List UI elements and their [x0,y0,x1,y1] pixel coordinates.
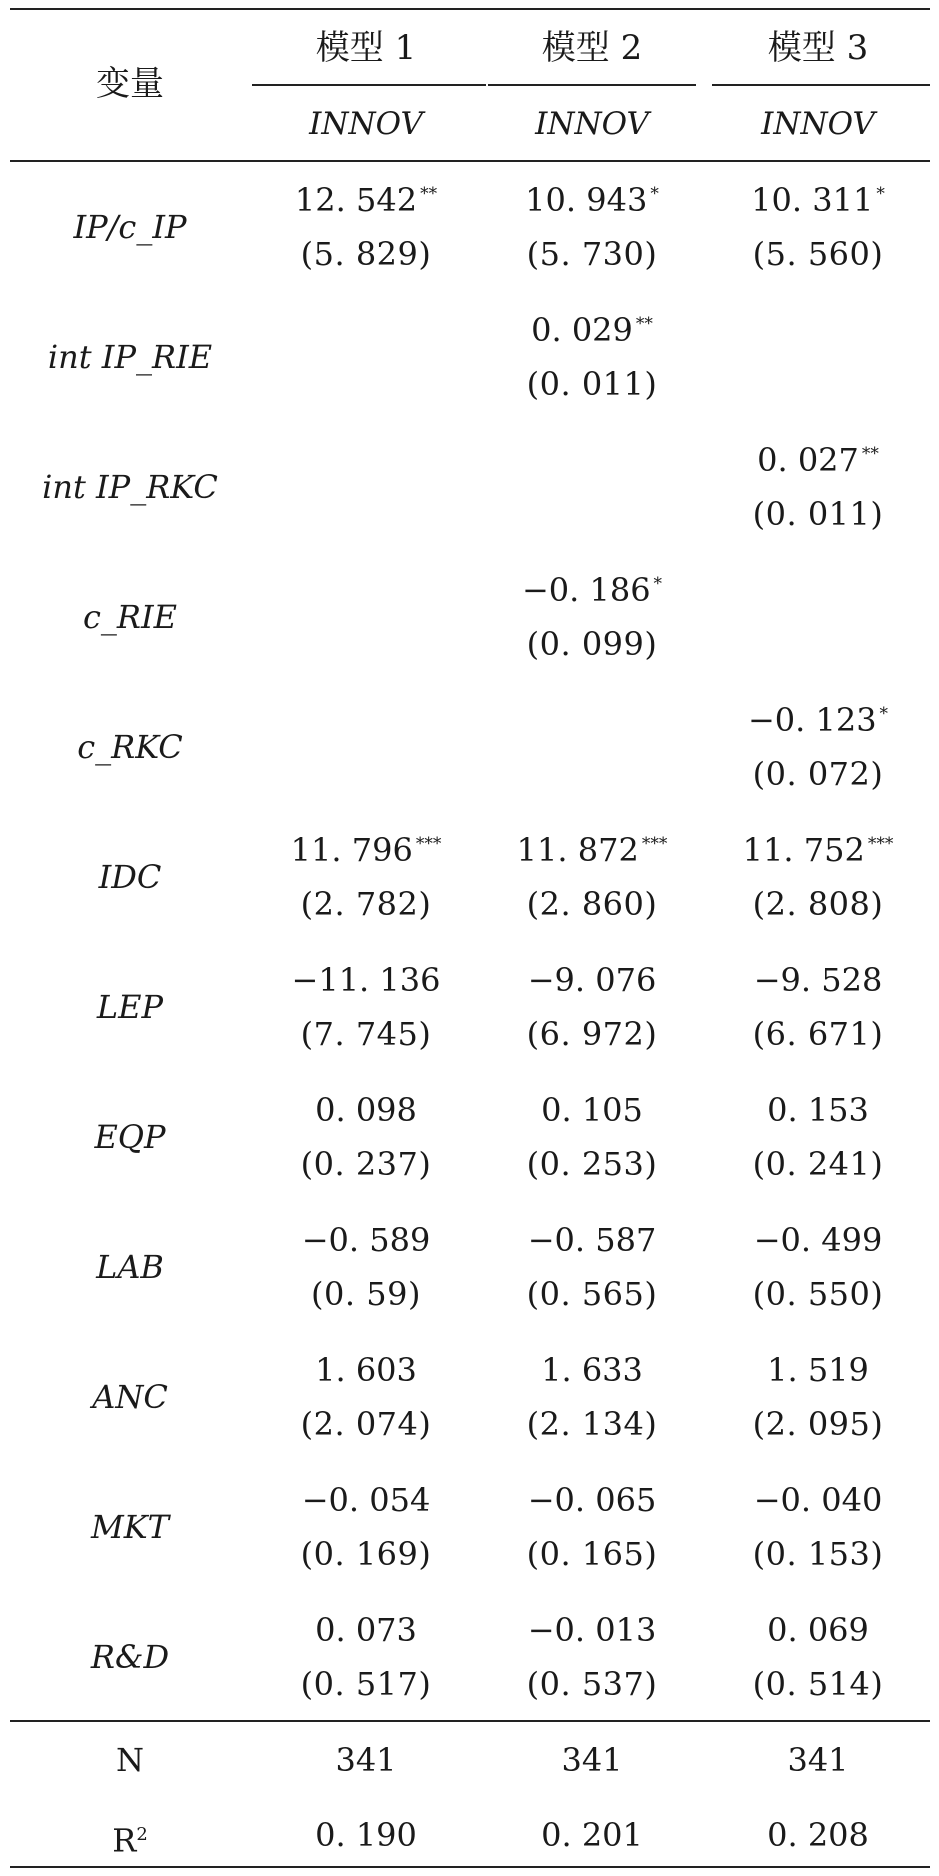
coefficient-value: −0. 013 [527,1611,657,1649]
coefficient-value: −0. 186 [521,571,651,609]
significance-stars: *** [867,834,894,854]
significance-stars: * [653,574,663,594]
significance-stars: *** [641,834,668,854]
coefficient-value: −0. 587 [527,1221,657,1259]
standard-error: (2. 782) [300,885,432,923]
coefficient [757,440,879,480]
coefficient-value: −9. 076 [527,961,657,999]
standard-error: (0. 011) [752,495,884,533]
coefficient [754,1480,883,1520]
significance-stars: * [879,704,889,724]
standard-error: (0. 514) [752,1665,884,1703]
variable-name: ANC [92,1378,168,1416]
model-2-dependent-variable: INNOV [535,106,649,142]
coefficient [748,700,888,740]
variable-name: LEP [96,988,164,1026]
standard-error: (0. 550) [752,1275,884,1313]
coefficient [528,960,657,1000]
coefficient [767,1350,869,1390]
variable-name: EQP [94,1118,166,1156]
stat-value: 0. 208 [767,1816,869,1854]
variable-column-header: 变量 [96,64,164,104]
coefficient-value: 0. 029 [531,311,633,349]
coefficient [315,1090,417,1130]
standard-error: (0. 237) [300,1145,432,1183]
coefficient [525,180,659,220]
coefficient [754,1220,883,1260]
coefficient [315,1350,417,1390]
coefficient-value: 11. 872 [516,831,639,869]
standard-error: (0. 165) [526,1535,658,1573]
standard-error: (0. 253) [526,1145,658,1183]
standard-error: (6. 972) [526,1015,658,1053]
coefficient [767,1090,869,1130]
coefficient [528,1480,657,1520]
coefficient-value: 0. 153 [767,1091,869,1129]
coefficient-value: 0. 098 [315,1091,417,1129]
standard-error: (5. 560) [752,235,884,273]
coefficient-value: 12. 542 [294,181,418,219]
significance-stars: * [876,184,885,204]
stat-value: 341 [561,1741,623,1779]
standard-error: (0. 099) [526,625,658,663]
model-1-underline [252,84,486,86]
coefficient-value: 0. 073 [315,1611,417,1649]
variable-name: c_RKC [77,728,183,766]
variable-name: MKT [90,1508,170,1546]
stat-value: 0. 190 [315,1816,417,1854]
variable-name: int IP_RIE [47,338,213,376]
standard-error: (2. 860) [526,885,658,923]
stat-label-superscript: 2 [136,1824,148,1845]
coefficient-value: −0. 589 [301,1221,431,1259]
standard-error: (0. 072) [752,755,884,793]
coefficient [315,1610,417,1650]
variable-name: IP/c_IP [73,208,187,246]
coefficient-value: 0. 027 [757,441,859,479]
bottom-rule [10,1866,930,1868]
coefficient-value: 1. 633 [541,1351,643,1389]
stat-value: 341 [787,1741,849,1779]
coefficient [302,1480,431,1520]
standard-error: (0. 537) [526,1665,658,1703]
coefficient [751,180,885,220]
significance-stars: ** [861,444,879,464]
coefficient [295,180,437,220]
standard-error: (5. 829) [300,235,432,273]
standard-error: (6. 671) [752,1015,884,1053]
top-rule [10,8,930,10]
coefficient [531,310,653,350]
variable-name: c_RIE [82,598,178,636]
significance-stars: ** [635,314,653,334]
significance-stars: ** [420,184,438,204]
coefficient-value: 0. 105 [541,1091,643,1129]
coefficient-value: 10. 943 [525,181,648,219]
stat-value: 341 [335,1741,397,1779]
model-3-dependent-variable: INNOV [761,106,875,142]
coefficient [743,830,894,870]
standard-error: (7. 745) [300,1015,432,1053]
standard-error: (0. 59) [311,1275,421,1313]
standard-error: (0. 011) [526,365,658,403]
coefficient-value: 11. 796 [290,831,413,869]
coefficient [528,1220,657,1260]
coefficient-value: −0. 499 [753,1221,883,1259]
coefficient-value: 1. 519 [767,1351,869,1389]
standard-error: (0. 565) [526,1275,658,1313]
coefficient [541,1090,643,1130]
significance-stars: * [650,184,659,204]
stat-label: N [116,1741,144,1779]
standard-error: (2. 095) [752,1405,884,1443]
model-3-header: 模型 3 [767,28,869,68]
standard-error: (0. 153) [752,1535,884,1573]
standard-error: (5. 730) [526,235,658,273]
coefficient [522,570,662,610]
model-2-header: 模型 2 [541,28,643,68]
coefficient [291,830,442,870]
coefficient-value: 10. 311 [751,181,874,219]
coefficient [754,960,883,1000]
header-bottom-rule [10,160,930,162]
stat-value: 0. 201 [541,1816,643,1854]
variable-name: LAB [96,1248,164,1286]
variable-name: R&D [90,1638,170,1676]
coefficient-value: 11. 752 [742,831,865,869]
coefficient [517,830,668,870]
standard-error: (0. 241) [752,1145,884,1183]
coefficient [767,1610,869,1650]
coefficient [292,960,441,1000]
coefficient-value: −0. 123 [747,701,877,739]
coefficient-value: −0. 040 [753,1481,883,1519]
model-1-header: 模型 1 [315,28,417,68]
coefficient-value: −0. 065 [527,1481,657,1519]
standard-error: (2. 808) [752,885,884,923]
coefficient [541,1350,643,1390]
coefficient-value: −11. 136 [291,961,441,999]
coefficient-value: 0. 069 [767,1611,869,1649]
coefficient [528,1610,657,1650]
significance-stars: *** [415,834,442,854]
coefficient [302,1220,431,1260]
standard-error: (0. 169) [300,1535,432,1573]
standard-error: (0. 517) [300,1665,432,1703]
variable-name: int IP_RKC [42,468,218,506]
stats-top-rule [10,1720,930,1722]
model-1-dependent-variable: INNOV [309,106,423,142]
standard-error: (2. 074) [300,1405,432,1443]
variable-name: IDC [98,858,162,896]
coefficient-value: −0. 054 [301,1481,431,1519]
coefficient-value: −9. 528 [753,961,883,999]
coefficient-value: 1. 603 [315,1351,417,1389]
standard-error: (2. 134) [526,1405,658,1443]
model-2-underline [488,84,696,86]
stat-label: $R^2$ [112,1821,148,1860]
model-3-underline [712,84,930,86]
